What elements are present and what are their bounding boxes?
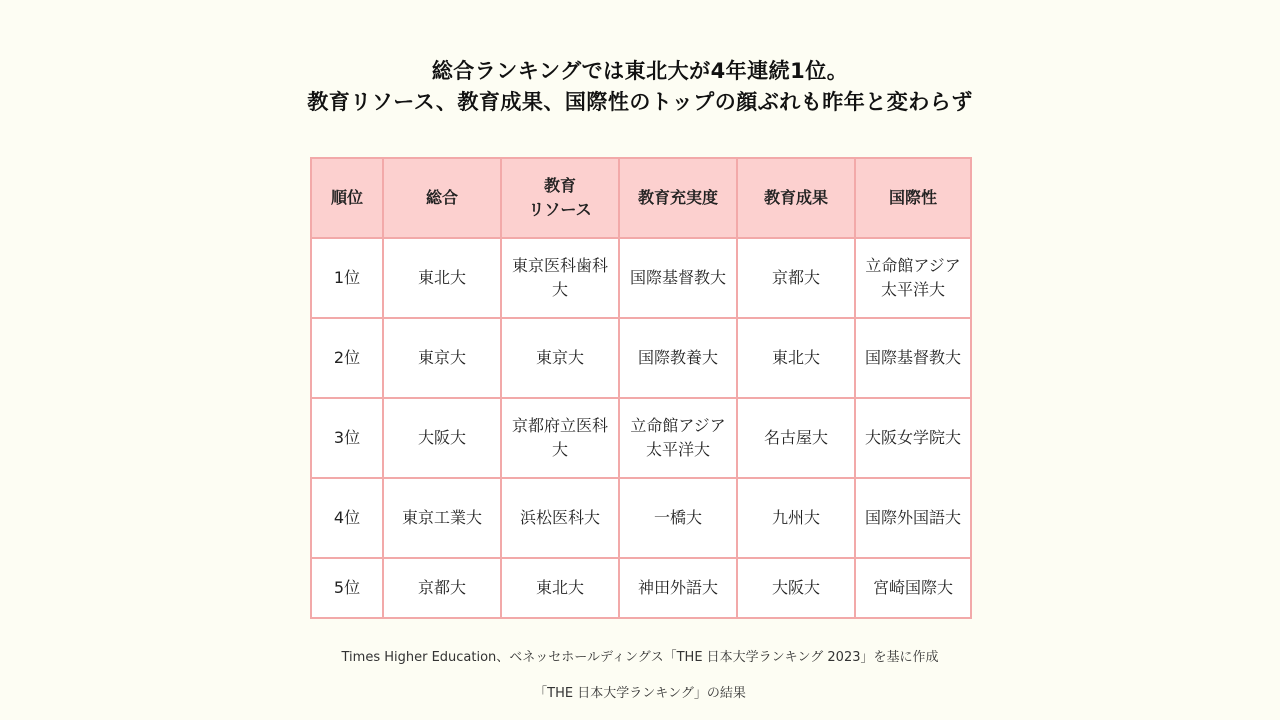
source-note: Times Higher Education、ベネッセホールディングス「THE 日本大学ランキング 2023」を基に作成 (341, 650, 939, 665)
education-engagement-cell: 一橋大 (619, 478, 737, 558)
headline (0, 56, 1280, 118)
education-engagement-cell: 神田外語大 (619, 558, 737, 618)
education-outcomes-cell: 東北大 (737, 318, 855, 398)
education-engagement-cell: 立命館アジア太平洋大 (619, 398, 737, 478)
education-resources-cell: 東京大 (501, 318, 619, 398)
education-resources-cell: 東北大 (501, 558, 619, 618)
ranking-table (310, 157, 972, 619)
header-education-outcomes: 教育成果 (737, 158, 855, 238)
education-outcomes-cell: 京都大 (737, 238, 855, 318)
overall-cell: 大阪大 (383, 398, 501, 478)
overall-cell: 京都大 (383, 558, 501, 618)
education-outcomes-cell: 九州大 (737, 478, 855, 558)
education-engagement-cell: 国際教養大 (619, 318, 737, 398)
international-cell: 大阪女学院大 (855, 398, 971, 478)
rank-cell: 4位 (311, 478, 383, 558)
international-cell: 国際外国語大 (855, 478, 971, 558)
education-engagement-cell: 国際基督教大 (619, 238, 737, 318)
header-international: 国際性 (855, 158, 971, 238)
table-header-row (311, 158, 971, 238)
overall-cell: 東京大 (383, 318, 501, 398)
rank-cell: 3位 (311, 398, 383, 478)
table-row (311, 398, 971, 478)
education-resources-cell: 浜松医科大 (501, 478, 619, 558)
header-overall: 総合 (383, 158, 501, 238)
education-resources-cell: 東京医科歯科大 (501, 238, 619, 318)
table-row (311, 318, 971, 398)
header-education-engagement: 教育充実度 (619, 158, 737, 238)
caption: 「THE 日本大学ランキング」の結果 (534, 686, 746, 701)
education-outcomes-cell: 大阪大 (737, 558, 855, 618)
rank-cell: 5位 (311, 558, 383, 618)
overall-cell: 東京工業大 (383, 478, 501, 558)
international-cell: 宮崎国際大 (855, 558, 971, 618)
overall-cell: 東北大 (383, 238, 501, 318)
international-cell: 国際基督教大 (855, 318, 971, 398)
header-education-resources: 教育 リソース (501, 158, 619, 238)
education-resources-cell: 京都府立医科大 (501, 398, 619, 478)
international-cell: 立命館アジア太平洋大 (855, 238, 971, 318)
table-row (311, 558, 971, 618)
headline-line-1: 総合ランキングでは東北大が4年連続1位。 (431, 59, 849, 83)
table-row (311, 478, 971, 558)
rank-cell: 1位 (311, 238, 383, 318)
rank-cell: 2位 (311, 318, 383, 398)
education-outcomes-cell: 名古屋大 (737, 398, 855, 478)
headline-line-2: 教育リソース、教育成果、国際性のトップの顔ぶれも昨年と変わらず (307, 90, 973, 114)
table-row (311, 238, 971, 318)
header-rank: 順位 (311, 158, 383, 238)
